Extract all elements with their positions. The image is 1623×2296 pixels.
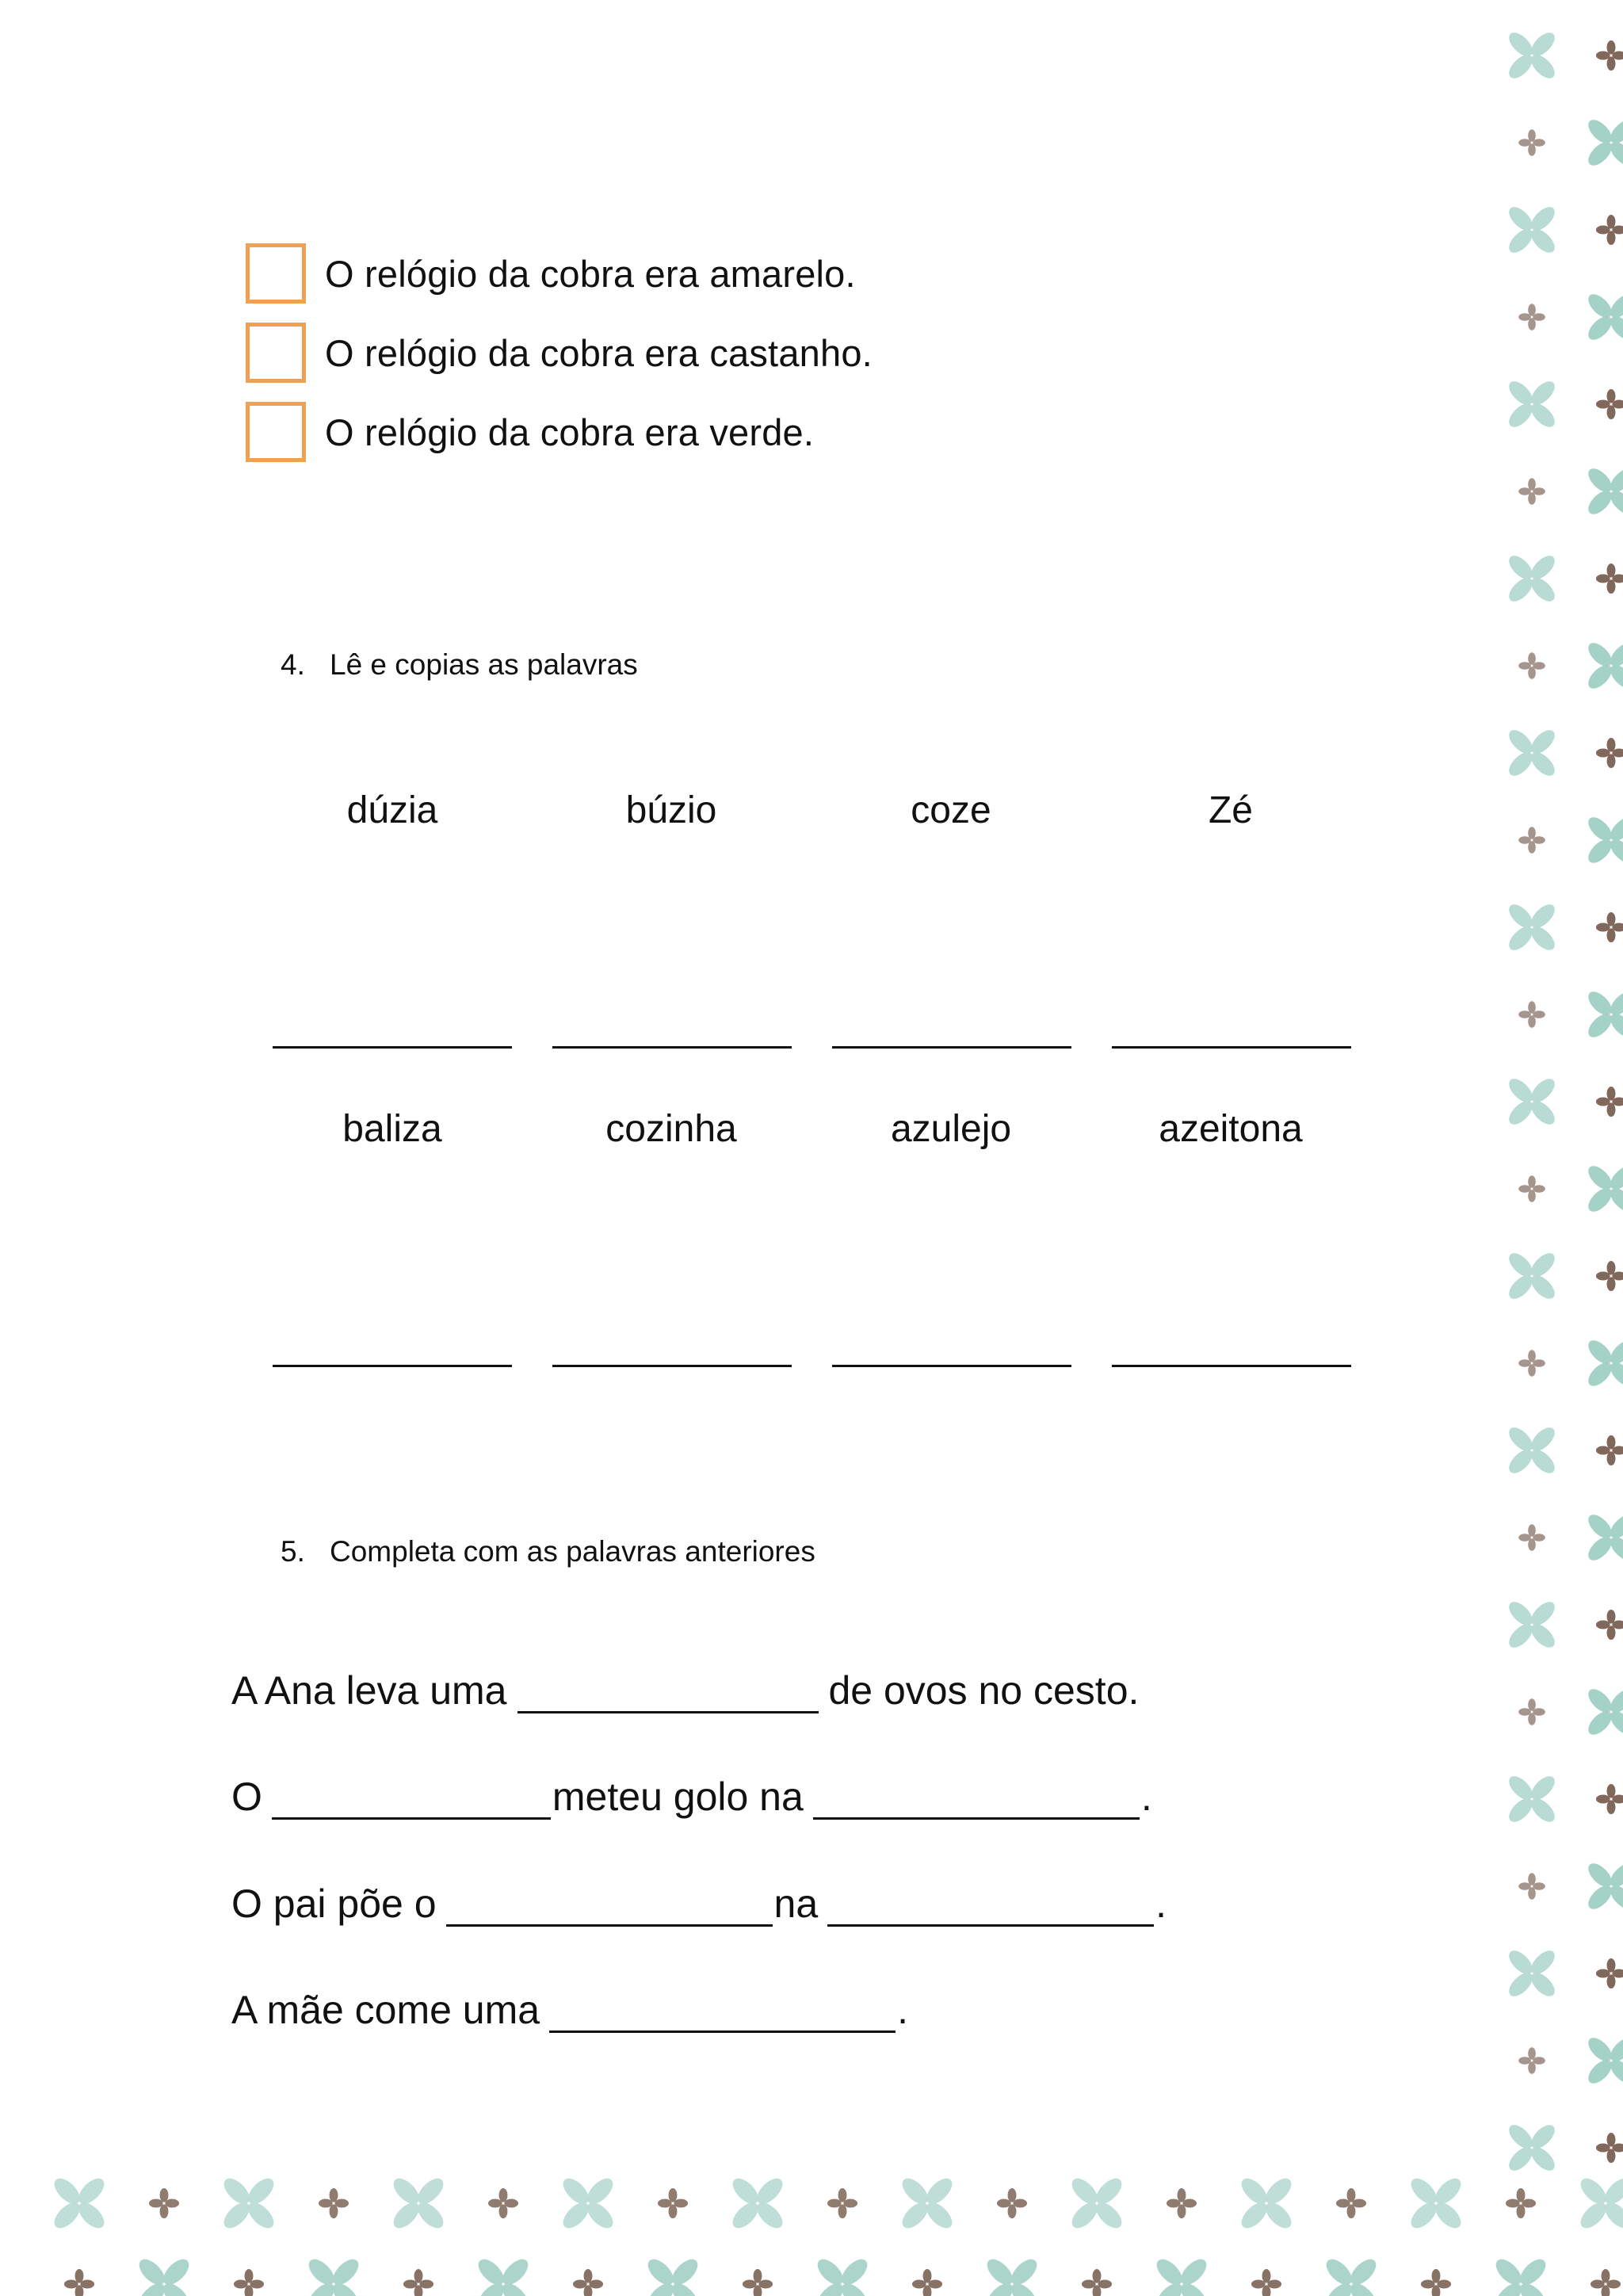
leaf-motif-icon: [1505, 1772, 1559, 1826]
leaf-motif-icon: [1322, 2255, 1381, 2296]
sentence-text: O: [231, 1775, 262, 1819]
flower-motif-icon: [1596, 738, 1623, 768]
leaf-motif-icon: [220, 2174, 278, 2233]
fill-blank[interactable]: [446, 1885, 773, 1927]
leaf-motif-icon: [1505, 1423, 1559, 1477]
flower-motif-icon: [1518, 1698, 1545, 1725]
flower-motif-icon: [912, 2269, 942, 2296]
leaf-motif-icon: [1584, 1685, 1623, 1739]
leaf-motif-icon: [898, 2174, 957, 2233]
flower-motif-icon: [1336, 2188, 1366, 2218]
leaf-motif-icon: [1584, 2034, 1623, 2088]
leaf-motif-icon: [1505, 1946, 1559, 2000]
leaf-motif-icon: [1505, 2121, 1559, 2175]
option-text: O relógio da cobra era castanho.: [325, 331, 873, 374]
leaf-motif-icon: [1505, 203, 1559, 257]
flower-motif-icon: [827, 2188, 857, 2218]
leaf-motif-icon: [1584, 988, 1623, 1041]
flower-motif-icon: [149, 2188, 179, 2218]
word-coze: coze: [911, 789, 991, 831]
question-number: 4.: [281, 648, 305, 681]
leaf-motif-icon: [1491, 2255, 1550, 2296]
flower-motif-icon: [1596, 1087, 1623, 1117]
question-5-heading: [281, 1535, 815, 1568]
sentence-text: meteu golo na: [552, 1775, 804, 1819]
flower-motif-icon: [1518, 652, 1545, 679]
leaf-motif-icon: [1505, 1598, 1559, 1652]
leaf-motif-icon: [1505, 726, 1559, 780]
flower-motif-icon: [1421, 2269, 1451, 2296]
leaf-motif-icon: [304, 2255, 363, 2296]
leaf-motif-icon: [50, 2174, 109, 2233]
leaf-motif-icon: [1584, 1859, 1623, 1913]
fill-blank[interactable]: [827, 1885, 1154, 1927]
flower-motif-icon: [1518, 1001, 1545, 1028]
question-title: Lê e copias as palavras: [330, 648, 638, 681]
word-ze: Zé: [1208, 789, 1253, 831]
question-title: Completa com as palavras anteriores: [330, 1535, 815, 1568]
flower-motif-icon: [1251, 2269, 1281, 2296]
leaf-motif-icon: [983, 2255, 1041, 2296]
sentence-4: [231, 1987, 908, 2033]
question-number: 5.: [281, 1535, 305, 1568]
flower-motif-icon: [997, 2188, 1027, 2218]
leaf-motif-icon: [1505, 377, 1559, 431]
leaf-motif-icon: [1584, 1336, 1623, 1390]
flower-motif-icon: [1518, 2047, 1545, 2074]
flower-motif-icon: [573, 2269, 603, 2296]
flower-motif-icon: [1596, 40, 1623, 71]
flower-motif-icon: [1596, 912, 1623, 942]
decorative-border-right: [1496, 0, 1623, 2296]
flower-motif-icon: [1591, 2269, 1621, 2296]
copy-line[interactable]: [832, 1046, 1071, 1049]
flower-motif-icon: [1596, 563, 1623, 594]
word-cozinha: cozinha: [605, 1108, 737, 1150]
leaf-motif-icon: [1505, 1249, 1559, 1303]
leaf-motif-icon: [1584, 639, 1623, 693]
flower-motif-icon: [1596, 1261, 1623, 1291]
flower-motif-icon: [743, 2269, 773, 2296]
leaf-motif-icon: [559, 2174, 617, 2233]
flower-motif-icon: [1596, 215, 1623, 245]
leaf-motif-icon: [1505, 1075, 1559, 1129]
sentence-text: A Ana leva uma: [231, 1668, 507, 1713]
word-azulejo: azulejo: [890, 1108, 1012, 1150]
sentence-3: [231, 1881, 1167, 1927]
sentence-text: na: [773, 1881, 819, 1926]
flower-motif-icon: [64, 2269, 94, 2296]
flower-motif-icon: [1596, 389, 1623, 419]
sentence-2: [231, 1774, 1152, 1820]
flower-motif-icon: [403, 2269, 433, 2296]
flower-motif-icon: [1506, 2188, 1536, 2218]
flower-motif-icon: [1596, 1784, 1623, 1814]
leaf-motif-icon: [389, 2174, 448, 2233]
copy-line[interactable]: [552, 1046, 792, 1049]
flower-motif-icon: [1167, 2188, 1197, 2218]
leaf-motif-icon: [1584, 116, 1623, 170]
leaf-motif-icon: [1152, 2255, 1211, 2296]
fill-blank[interactable]: [549, 1991, 896, 2033]
checkbox-castanho[interactable]: [246, 323, 306, 383]
option-amarelo: [246, 239, 856, 308]
leaf-motif-icon: [1505, 552, 1559, 606]
word-baliza: baliza: [342, 1108, 442, 1150]
word-azeitona: azeitona: [1159, 1108, 1303, 1150]
flower-motif-icon: [319, 2188, 349, 2218]
flower-motif-icon: [1518, 304, 1545, 330]
option-verde: [246, 398, 814, 466]
flower-motif-icon: [488, 2188, 518, 2218]
flower-motif-icon: [1518, 827, 1545, 854]
leaf-motif-icon: [1505, 900, 1559, 954]
sentence-text: .: [897, 1988, 908, 2032]
flower-motif-icon: [1082, 2269, 1112, 2296]
leaf-motif-icon: [1407, 2174, 1465, 2233]
leaf-motif-icon: [643, 2255, 702, 2296]
flower-motif-icon: [1518, 478, 1545, 505]
sentence-text: A mãe come uma: [231, 1988, 540, 2032]
fill-blank[interactable]: [517, 1671, 819, 1713]
leaf-motif-icon: [1584, 1511, 1623, 1564]
copy-line[interactable]: [273, 1046, 512, 1049]
flower-motif-icon: [1596, 2133, 1623, 2163]
word-duzia: dúzia: [346, 789, 438, 831]
leaf-motif-icon: [1584, 1162, 1623, 1216]
option-castanho: [246, 319, 873, 387]
leaf-motif-icon: [1237, 2174, 1296, 2233]
question-4-heading: [281, 648, 638, 682]
copy-line[interactable]: [1112, 1365, 1351, 1367]
flower-motif-icon: [1518, 1873, 1545, 1900]
flower-motif-icon: [1518, 1175, 1545, 1202]
leaf-motif-icon: [1584, 464, 1623, 518]
leaf-motif-icon: [728, 2174, 787, 2233]
fill-blank[interactable]: [813, 1778, 1140, 1820]
flower-motif-icon: [1596, 1610, 1623, 1640]
flower-motif-icon: [1596, 1958, 1623, 1988]
flower-motif-icon: [1518, 1350, 1545, 1377]
sentence-text: O pai põe o: [231, 1881, 437, 1926]
leaf-motif-icon: [474, 2255, 533, 2296]
sentence-text: de ovos no cesto.: [828, 1668, 1140, 1713]
flower-motif-icon: [234, 2269, 264, 2296]
sentence-1: [231, 1668, 1139, 1713]
copy-line[interactable]: [832, 1365, 1071, 1367]
copy-line[interactable]: [1112, 1046, 1351, 1049]
leaf-motif-icon: [1505, 29, 1559, 82]
leaf-motif-icon: [1576, 2174, 1623, 2233]
leaf-motif-icon: [1584, 290, 1623, 344]
sentence-text: .: [1140, 1775, 1152, 1819]
word-buzio: búzio: [625, 789, 717, 831]
decorative-border-bottom: [0, 2172, 1623, 2296]
flower-motif-icon: [1518, 1524, 1545, 1551]
flower-motif-icon: [658, 2188, 688, 2218]
option-text: O relógio da cobra era amarelo.: [325, 252, 856, 295]
flower-motif-icon: [1518, 129, 1545, 156]
leaf-motif-icon: [135, 2255, 193, 2296]
option-text: O relógio da cobra era verde.: [325, 411, 815, 453]
leaf-motif-icon: [1067, 2174, 1126, 2233]
checkbox-verde[interactable]: [246, 402, 306, 462]
copy-line[interactable]: [273, 1365, 512, 1367]
sentence-text: .: [1155, 1881, 1167, 1926]
leaf-motif-icon: [813, 2255, 872, 2296]
checkbox-amarelo[interactable]: [246, 243, 306, 304]
flower-motif-icon: [1596, 1435, 1623, 1465]
fill-blank[interactable]: [272, 1778, 551, 1820]
copy-line[interactable]: [552, 1365, 792, 1367]
leaf-motif-icon: [1584, 813, 1623, 867]
